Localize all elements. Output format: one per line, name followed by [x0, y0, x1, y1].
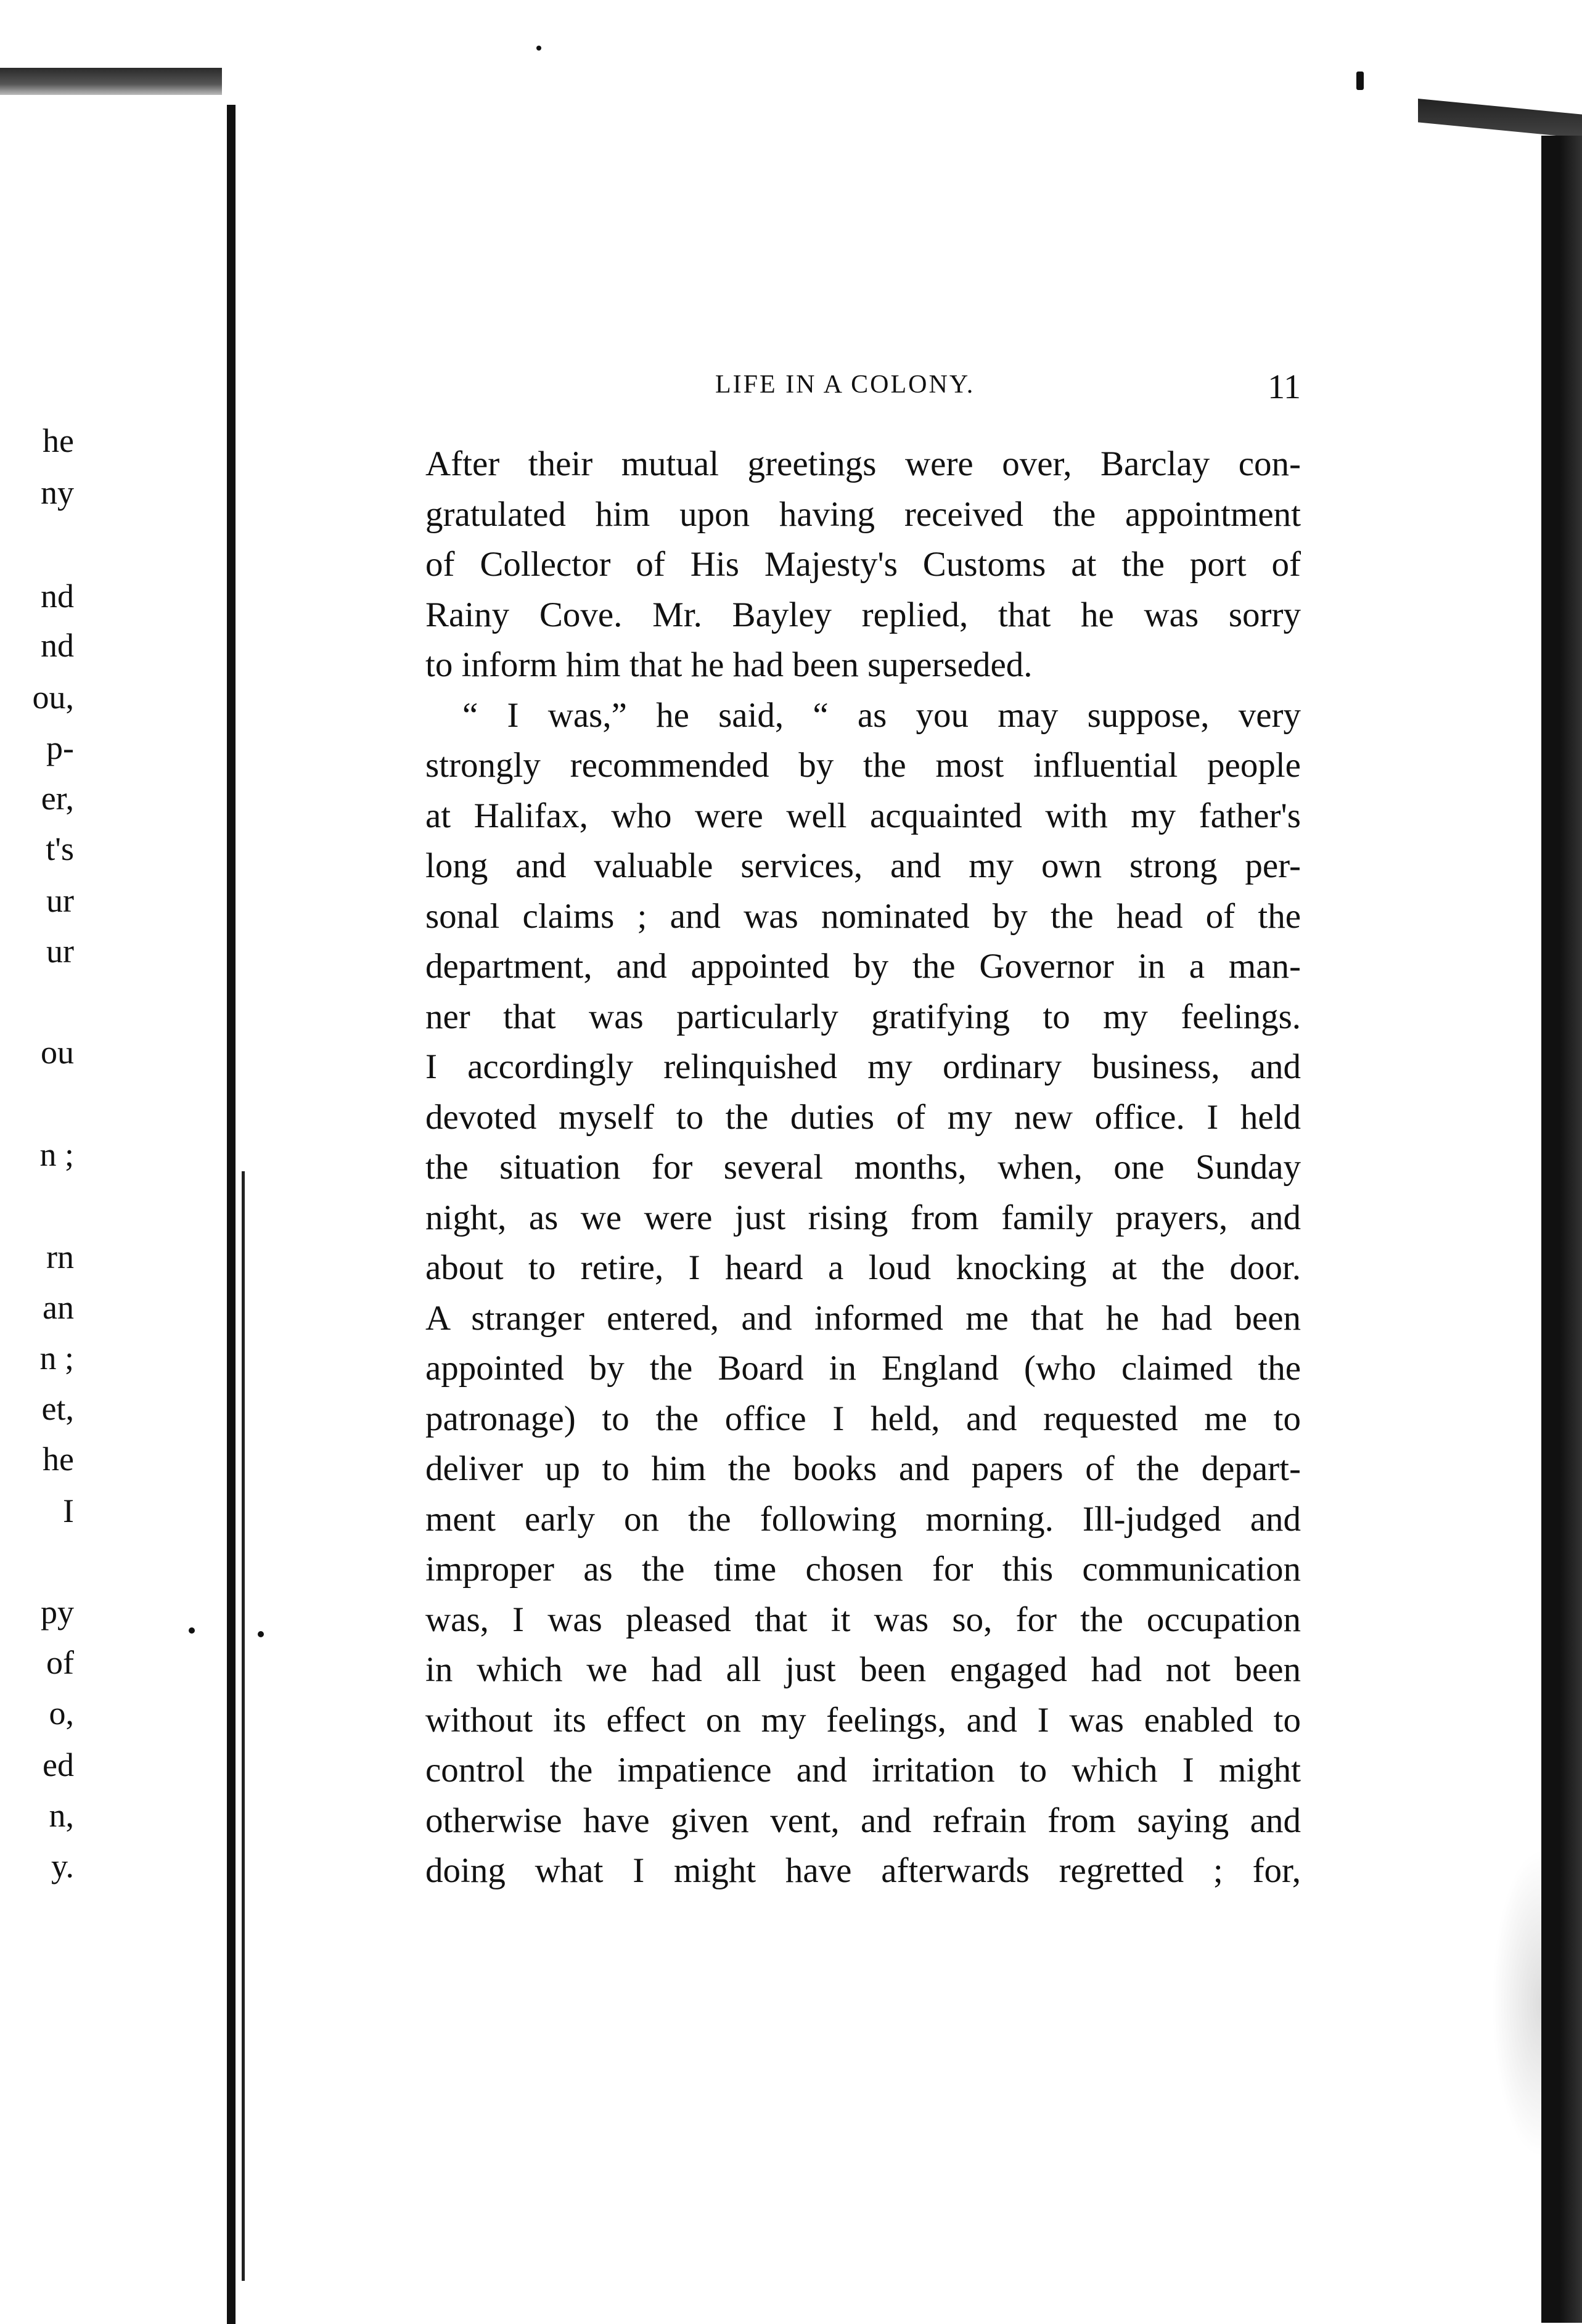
ink-speck	[536, 46, 541, 51]
body-text	[425, 439, 1301, 1896]
left-page-line-fragment: ur	[46, 933, 74, 970]
ink-speck	[258, 1631, 264, 1637]
text-line: gratulated him upon having received the appointment	[425, 494, 1301, 534]
text-line: of Collector of His Majesty's Customs at the port of	[425, 545, 1301, 584]
left-page-line-fragment: py	[41, 1594, 74, 1630]
text-line: A stranger entered, and informed me that he had been	[425, 1298, 1301, 1338]
text-line: Rainy Cove. Mr. Bayley replied, that he was sorry	[425, 595, 1301, 634]
text-line: long and valuable services, and my own strong per-	[425, 846, 1301, 885]
ink-speck	[189, 1627, 195, 1634]
text-line: improper as the time chosen for this communication	[425, 1550, 1301, 1589]
left-page-line-fragment: t's	[46, 830, 74, 867]
text-line: doing what I might have afterwards regretted ; for,	[425, 1851, 1301, 1890]
text-line: ment early on the following morning. Ill-judged and	[425, 1499, 1301, 1539]
page-corner-shadow	[1418, 99, 1582, 138]
page-curl-shadow	[1492, 1849, 1541, 2158]
text-line: department, and appointed by the Governor in a man-	[425, 947, 1301, 986]
book-gutter-inner	[242, 1171, 245, 2281]
text-line: ner that was particularly gratifying to my feelings.	[425, 997, 1301, 1036]
text-line: patronage) to the office I held, and requested me to	[425, 1399, 1301, 1438]
left-page-line-fragment: rn	[46, 1238, 74, 1275]
left-page-line-fragment: nd	[41, 578, 74, 615]
text-line: appointed by the Board in England (who claimed the	[425, 1349, 1301, 1388]
text-line: to inform him that he had been superseded.	[425, 645, 1033, 684]
left-page-line-fragment: an	[43, 1289, 74, 1326]
left-page-line-fragment: he	[43, 1441, 74, 1478]
page-edge-shadow	[0, 68, 222, 95]
text-line: strongly recommended by the most influential people	[425, 746, 1301, 785]
left-page-line-fragment: ed	[43, 1746, 74, 1783]
left-page-line-fragment: I	[63, 1492, 74, 1529]
text-line: about to retire, I heard a loud knocking at the door.	[425, 1248, 1301, 1287]
right-page-edge	[1541, 136, 1582, 2323]
left-page-line-fragment: of	[46, 1644, 74, 1681]
left-page-line-fragment: ou	[41, 1034, 74, 1071]
left-page-line-fragment: n ;	[39, 1340, 74, 1377]
text-line: was, I was pleased that it was so, for the occupation	[425, 1600, 1301, 1639]
left-page-line-fragment: nd	[41, 627, 74, 664]
book-gutter	[227, 105, 236, 2324]
left-page-line-fragment: et,	[41, 1390, 74, 1427]
left-page-line-fragment: er,	[41, 780, 74, 817]
left-page-line-fragment: n,	[49, 1797, 74, 1834]
page-number: 11	[1268, 368, 1301, 406]
text-line: After their mutual greetings were over, Barclay con-	[425, 444, 1301, 483]
text-line: the situation for several months, when, one Sunday	[425, 1148, 1301, 1187]
text-line: in which we had all just been engaged had not been	[425, 1650, 1301, 1689]
text-line: otherwise have given vent, and refrain from saying and	[425, 1801, 1301, 1840]
left-page-line-fragment: ou,	[32, 679, 74, 716]
left-page-line-fragment: p-	[46, 729, 74, 766]
text-line: I accordingly relinquished my ordinary business, and	[425, 1047, 1301, 1086]
left-page-line-fragment: o,	[49, 1695, 74, 1732]
text-line: without its effect on my feelings, and I was enabled to	[425, 1700, 1301, 1740]
left-page-line-fragment: ny	[41, 474, 74, 511]
text-line: “ I was,” he said, “ as you may suppose, very	[462, 695, 1301, 735]
text-line: sonal claims ; and was nominated by the head of the	[425, 896, 1301, 936]
text-line: deliver up to him the books and papers of the depart-	[425, 1449, 1301, 1488]
left-page-line-fragment: y.	[51, 1847, 74, 1884]
text-line: devoted myself to the duties of my new office. I held	[425, 1097, 1301, 1137]
left-page-line-fragment: n ;	[39, 1136, 74, 1173]
left-page-line-fragment: he	[43, 422, 74, 459]
running-head: LIFE IN A COLONY.	[715, 370, 975, 399]
text-line: at Halifax, who were well acquainted with my father's	[425, 796, 1301, 835]
text-line: control the impatience and irritation to which I might	[425, 1751, 1301, 1790]
text-line: night, as we were just rising from family prayers, and	[425, 1198, 1301, 1237]
ink-speck	[1356, 72, 1364, 90]
page-header	[432, 370, 1301, 413]
left-page-line-fragment: ur	[46, 882, 74, 919]
